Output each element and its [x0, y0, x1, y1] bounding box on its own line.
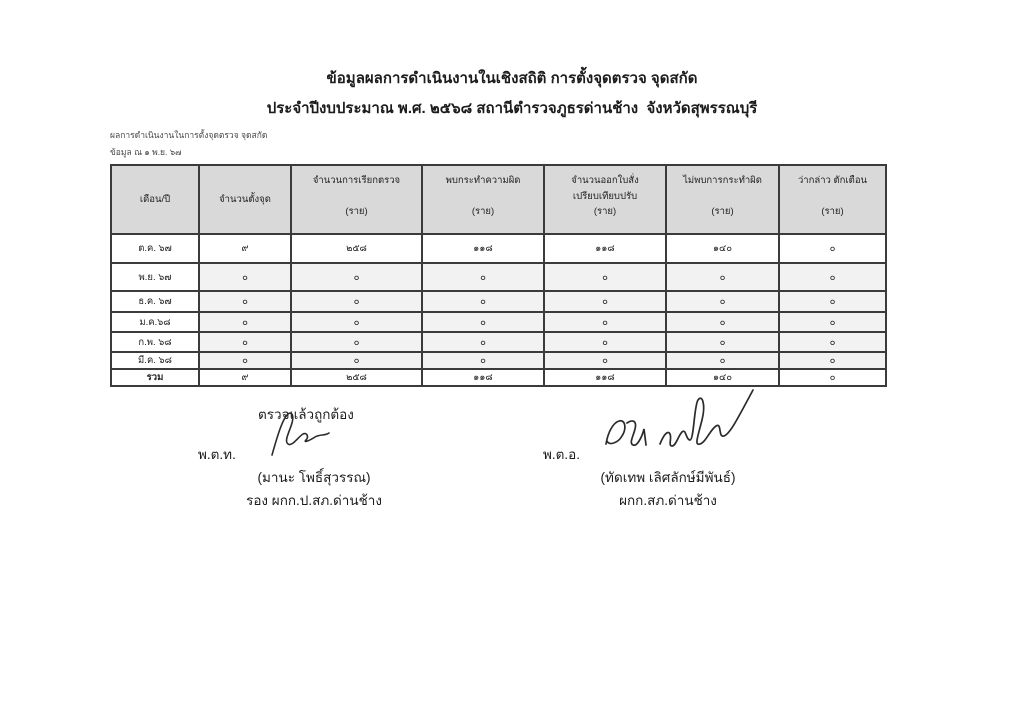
value-cell: ๐	[666, 332, 779, 352]
value-cell: ๐	[544, 263, 666, 291]
value-cell: ๐	[199, 291, 291, 312]
value-cell: ๒๕๘	[291, 234, 422, 263]
value-cell: ๒๕๘	[291, 369, 422, 386]
value-cell: ๐	[544, 291, 666, 312]
value-cell: ๑๑๘	[422, 234, 544, 263]
header-line: ว่ากล่าว ตักเตือน	[797, 175, 868, 186]
value-cell: ๐	[291, 352, 422, 369]
document-title: ข้อมูลผลการดำเนินงานในเชิงสถิติ การตั้งจุดตรวจ จุดสกัด	[326, 70, 698, 87]
header-line: พบกระทำความผิด	[445, 175, 521, 186]
month-cell: ก.พ. ๖๘	[111, 332, 199, 352]
value-cell: ๐	[291, 291, 422, 312]
table-row	[111, 234, 886, 263]
table-row	[111, 263, 886, 291]
value-cell: ๐	[779, 332, 886, 352]
value-cell: ๐	[779, 291, 886, 312]
month-cell: ธ.ค. ๖๗	[111, 291, 199, 312]
right-signer-name: (ทัดเทพ เลิศลักษ์มีพันธ์)	[600, 470, 736, 485]
value-cell: ๐	[666, 312, 779, 332]
value-cell: ๑๔๐	[666, 369, 779, 386]
header-unit: (ราย)	[821, 206, 844, 217]
value-cell: ๐	[779, 263, 886, 291]
value-cell: ๐	[779, 312, 886, 332]
value-cell: ๐	[291, 332, 422, 352]
month-cell: มี.ค. ๖๘	[111, 352, 199, 369]
value-cell: ๐	[544, 352, 666, 369]
header-line: เปรียบเทียบปรับ	[572, 190, 638, 202]
value-cell: ๑๔๐	[666, 234, 779, 263]
value-cell: ๐	[666, 263, 779, 291]
value-cell: ๐	[666, 352, 779, 369]
value-cell: ๐	[544, 312, 666, 332]
value-cell: ๑๑๘	[544, 369, 666, 386]
value-cell: ๐	[422, 312, 544, 332]
value-cell: ๐	[199, 312, 291, 332]
value-cell: ๐	[779, 234, 886, 263]
value-cell: ๐	[779, 369, 886, 386]
left-signer-name: (มานะ โพธิ์สุวรรณ)	[257, 470, 371, 485]
table-total-row	[111, 369, 886, 386]
month-cell: ม.ค.๖๘	[111, 312, 199, 332]
right-signer-position: ผกก.สภ.ด่านช้าง	[619, 493, 717, 508]
left-signer-position: รอง ผกก.ป.สภ.ด่านช้าง	[246, 493, 382, 508]
col-header-no-offense	[666, 165, 779, 234]
data-as-of-note: ข้อมูล ณ ๑ พ.ย. ๖๗	[110, 147, 182, 157]
table-row	[111, 291, 886, 312]
col-header-warnings	[779, 165, 886, 234]
left-signature	[266, 407, 336, 463]
value-cell: ๐	[199, 332, 291, 352]
value-cell: ๑๑๘	[422, 369, 544, 386]
left-signer-rank: พ.ต.ท.	[198, 447, 236, 462]
header-line: เดือน/ปี	[139, 194, 171, 205]
value-cell: ๙	[199, 369, 291, 386]
header-unit: (ราย)	[711, 206, 734, 217]
right-signer-rank: พ.ต.อ.	[543, 447, 581, 462]
header-line: จำนวนออกใบสั่ง	[571, 175, 639, 186]
value-cell: ๐	[422, 291, 544, 312]
value-cell: ๐	[199, 352, 291, 369]
right-signature	[596, 384, 761, 462]
month-cell: พ.ย. ๖๗	[111, 263, 199, 291]
col-header-tickets-issued	[544, 165, 666, 234]
value-cell: ๐	[422, 263, 544, 291]
verified-label: ตรวจแล้วถูกต้อง	[258, 407, 354, 422]
value-cell: ๐	[544, 332, 666, 352]
col-header-month-year	[111, 165, 199, 234]
month-cell: ต.ค. ๖๗	[111, 234, 199, 263]
header-line: จำนวนการเรียกตรวจ	[312, 175, 401, 186]
value-cell: ๐	[291, 312, 422, 332]
value-cell: ๐	[422, 352, 544, 369]
value-cell: ๐	[779, 352, 886, 369]
value-cell: ๐	[291, 263, 422, 291]
table-header-row	[111, 165, 886, 234]
header-unit: (ราย)	[345, 206, 368, 217]
header-line: ไม่พบการกระทำผิด	[683, 175, 762, 186]
value-cell: ๙	[199, 234, 291, 263]
table-row	[111, 312, 886, 332]
document-subtitle: ประจำปีงบประมาณ พ.ศ. ๒๕๖๘ สถานีตำรวจภูธรด่านช้าง จังหวัดสุพรรณบุรี	[266, 100, 758, 117]
value-cell: ๑๑๘	[544, 234, 666, 263]
table-row	[111, 332, 886, 352]
col-header-inspections	[291, 165, 422, 234]
table-row	[111, 352, 886, 369]
value-cell: ๐	[422, 332, 544, 352]
value-cell: ๐	[666, 291, 779, 312]
header-line: จำนวนตั้งจุด	[219, 194, 271, 205]
header-unit: (ราย)	[593, 206, 617, 217]
statistics-table	[110, 164, 887, 387]
report-note: ผลการดำเนินงานในการตั้งจุดตรวจ จุดสกัด	[110, 130, 268, 140]
total-label-cell: รวม	[111, 369, 199, 386]
header-unit: (ราย)	[471, 206, 495, 217]
value-cell: ๐	[199, 263, 291, 291]
col-header-checkpoints-set	[199, 165, 291, 234]
col-header-offenses-found	[422, 165, 544, 234]
